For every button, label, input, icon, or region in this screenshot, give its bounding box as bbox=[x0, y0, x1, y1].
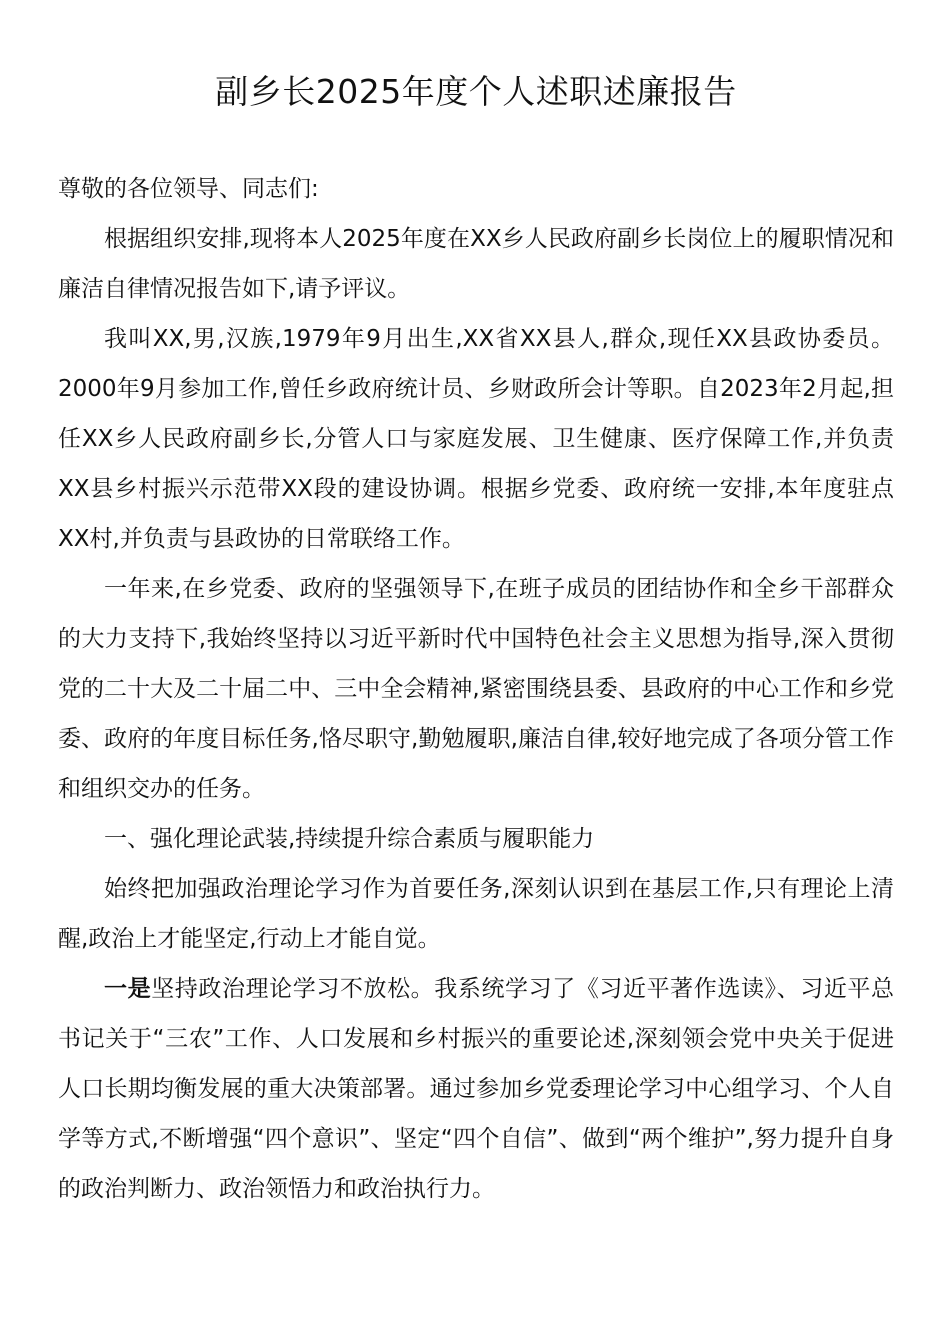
point-one-lead: 一是 bbox=[104, 976, 152, 1002]
paragraph-personal-info: 我叫XX,男,汉族,1979年9月出生,XX省XX县人,群众,现任XX县政协委员。2000年9月参加工作,曾任乡政府统计员、乡财政所会计等职。自2023年2月起,担任XX乡人民政府副乡长,分管人口与家庭发展、卫生健康、医疗保障工作,并负责XX县乡村振兴示范带XX段的建设协调。根据乡党委、政府统一安排,本年度驻点XX村,并负责与县政协的日常联络工作。 bbox=[58, 326, 894, 552]
section-heading-one: 一、强化理论武装,持续提升综合素质与履职能力 bbox=[104, 826, 595, 852]
paragraph-section-one-intro: 始终把加强政治理论学习作为首要任务,深刻认识到在基层工作,只有理论上清醒,政治上才能坚定,行动上才能自觉。 bbox=[58, 876, 894, 952]
document-title: 副乡长2025年度个人述职述廉报告 bbox=[215, 72, 737, 111]
point-one-text: 坚持政治理论学习不放松。我系统学习了《习近平著作选读》、习近平总书记关于“三农”工作、人口发展和乡村振兴的重要论述,深刻领会党中央关于促进人口长期均衡发展的重大决策部署。通过参加乡党委理论学习中心组学习、个人自学等方式,不断增强“四个意识”、坚定“四个自信”、做到“两个维护”,努力提升自身的政治判断力、政治领悟力和政治执行力。 bbox=[58, 976, 895, 1202]
paragraph-summary: 一年来,在乡党委、政府的坚强领导下,在班子成员的团结协作和全乡干部群众的大力支持下,我始终坚持以习近平新时代中国特色社会主义思想为指导,深入贯彻党的二十大及二十届二中、三中全会精神,紧密围绕县委、县政府的中心工作和乡党委、政府的年度目标任务,恪尽职守,勤勉履职,廉洁自律,较好地完成了各项分管工作和组织交办的任务。 bbox=[58, 576, 894, 802]
paragraph-point-one bbox=[58, 964, 894, 1214]
salutation: 尊敬的各位领导、同志们: bbox=[58, 176, 319, 202]
paragraph-intro: 根据组织安排,现将本人2025年度在XX乡人民政府副乡长岗位上的履职情况和廉洁自律情况报告如下,请予评议。 bbox=[58, 226, 894, 302]
document-page bbox=[58, 0, 894, 1214]
document-body bbox=[58, 164, 894, 1214]
